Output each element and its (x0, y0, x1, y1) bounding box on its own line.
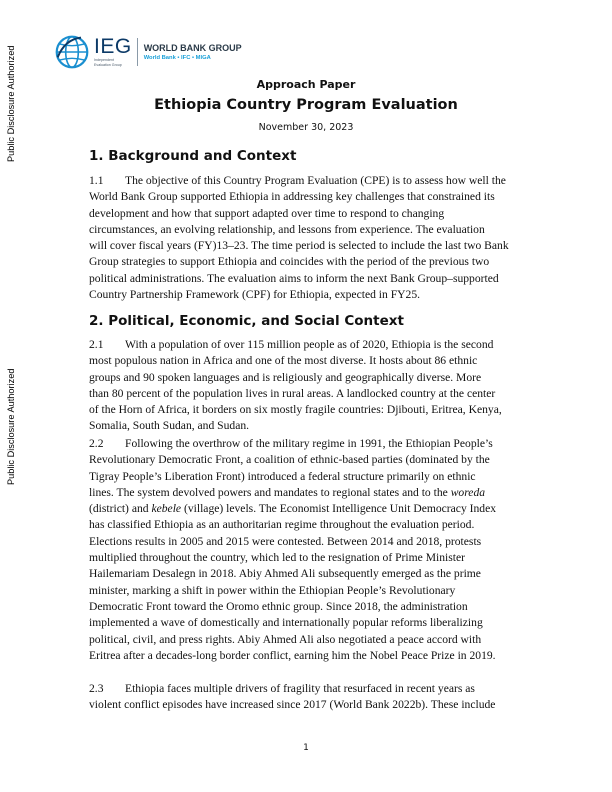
disclosure-stamp-top: Public Disclosure Authorized (6, 45, 16, 162)
paragraph-1-1 (89, 173, 532, 303)
paragraph-line: Country Partnership Framework (CPF) for Ethiopia, expected in FY25. (89, 288, 421, 302)
paragraph-line: development and how that support adapted over time to respond to changing (89, 206, 445, 220)
paragraph-line: of the Horn of Africa, it borders on six mostly fragile countries: Djibouti, Eritrea, Kenya, (89, 403, 502, 417)
paragraph-line: minister, marking a shift in power within the Ethiopian People’s Revolutionary (89, 583, 456, 597)
globe-icon (54, 34, 90, 70)
paragraph-2-1 (89, 337, 532, 435)
paragraph-number: 2.3 (89, 682, 104, 695)
paragraph-line: Somalia, South Sudan, and Sudan. (89, 419, 250, 433)
paragraph-2-2 (89, 436, 532, 664)
paragraph-2-3 (89, 681, 532, 714)
ieg-wbg-logo (54, 32, 242, 72)
paragraph-line: Revolutionary Democratic Front, a coalition of ethnic-based parties (dominated by the (89, 453, 490, 467)
paragraph-line: will cover fiscal years (FY)13–23. The time period is selected to include the last two Bank (89, 239, 509, 253)
paragraph-number: 1.1 (89, 174, 104, 187)
ieg-text: IEG (94, 35, 132, 58)
paragraph-line: violent conflict episodes have increased since 2017 (World Bank 2022b). These include (89, 698, 496, 712)
paragraph-line: Group strategies to support Ethiopia and coincides with the period of the previous two (89, 255, 490, 269)
paragraph-line: political administrations. The evaluation aims to inform the next Bank Group–supported (89, 271, 499, 285)
section-heading-2: 2. Political, Economic, and Social Context (89, 313, 404, 329)
paragraph-line: (district) and kebele (village) levels. The Economist Intelligence Unit Democracy Index (89, 502, 497, 516)
document-date: November 30, 2023 (258, 122, 354, 133)
paragraph-number: 2.2 (89, 437, 104, 450)
wbg-title: WORLD BANK GROUP (143, 42, 242, 53)
paragraph-line: multiplied throughout the country, which led to the resignation of Prime Minister (89, 551, 465, 565)
paragraph-line: implemented a wave of domestically and internationally popular reforms liberalizing (89, 616, 483, 630)
paragraph-number: 2.1 (89, 338, 104, 351)
ieg-wordmark (94, 37, 132, 67)
section-heading-1: 1. Background and Context (89, 148, 297, 164)
paragraph-line: has classified Ethiopia as an authoritarian regime throughout the evaluation period. (89, 518, 475, 532)
page-number: 1 (303, 743, 309, 753)
paragraph-line: Democratic Front toward the Oromo ethnic group. Since 2018, the administration (89, 599, 468, 613)
paragraph-line: political, civil, and press rights. Abiy Ahmed Ali also negotiated a peace accord with (89, 632, 482, 646)
paragraph-line: most populous nation in Africa and one of the most diverse. It hosts about 86 ethnic (89, 354, 478, 368)
italic-term-woreda: woreda (450, 485, 486, 499)
paragraph-line: 2.3 Ethiopia faces multiple drivers of fragility that resurfaced in recent years as (89, 681, 532, 697)
paragraph-line: groups and 90 spoken languages and is religiously and geographically diverse. More (89, 370, 482, 384)
paragraph-line: circumstances, an evolving relationship, and lessons from experience. The evaluation (89, 222, 485, 236)
disclosure-stamp-middle: Public Disclosure Authorized (6, 368, 16, 485)
logo-divider (137, 38, 138, 66)
paragraph-line: Eritrea after a decades-long border conflict, earning him the Nobel Peace Prize in 2019. (89, 648, 496, 662)
paragraph-line: than 80 percent of the population lives in rural areas. A landlocked country at the center (89, 386, 496, 400)
paragraph-line: World Bank Group supported Ethiopia in addressing key challenges that constrained its (89, 190, 495, 204)
paragraph-line: Tigray People’s Liberation Front) introduced a federal structure primarily on ethnic (89, 469, 476, 483)
paragraph-line: Hailemariam Desalegn in 2018. Abiy Ahmed Ali subsequently emerged as the prime (89, 567, 481, 581)
paragraph-line: 2.1 With a population of over 115 million people as of 2020, Ethiopia is the second (89, 337, 532, 353)
paragraph-line: 2.2 Following the overthrow of the military regime in 1991, the Ethiopian People’s (89, 436, 532, 452)
paragraph-line: lines. The system devolved powers and mandates to regional states and to the woreda (89, 485, 486, 499)
ieg-subtitle-2: Evaluation Group (94, 63, 122, 67)
paragraph-line: Elections results in 2005 and 2015 were contested. Between 2014 and 2018, protests (89, 534, 482, 548)
document-type: Approach Paper (256, 78, 356, 91)
wbg-subtitle: World Bank • IFC • MIGA (143, 54, 211, 61)
wbg-wordmark (144, 43, 242, 62)
paragraph-line: 1.1 The objective of this Country Program Evaluation (CPE) is to assess how well the (89, 173, 532, 189)
italic-term-kebele: kebele (151, 502, 182, 516)
document-title: Ethiopia Country Program Evaluation (154, 97, 458, 113)
ieg-subtitle-1: Independent (94, 58, 114, 62)
